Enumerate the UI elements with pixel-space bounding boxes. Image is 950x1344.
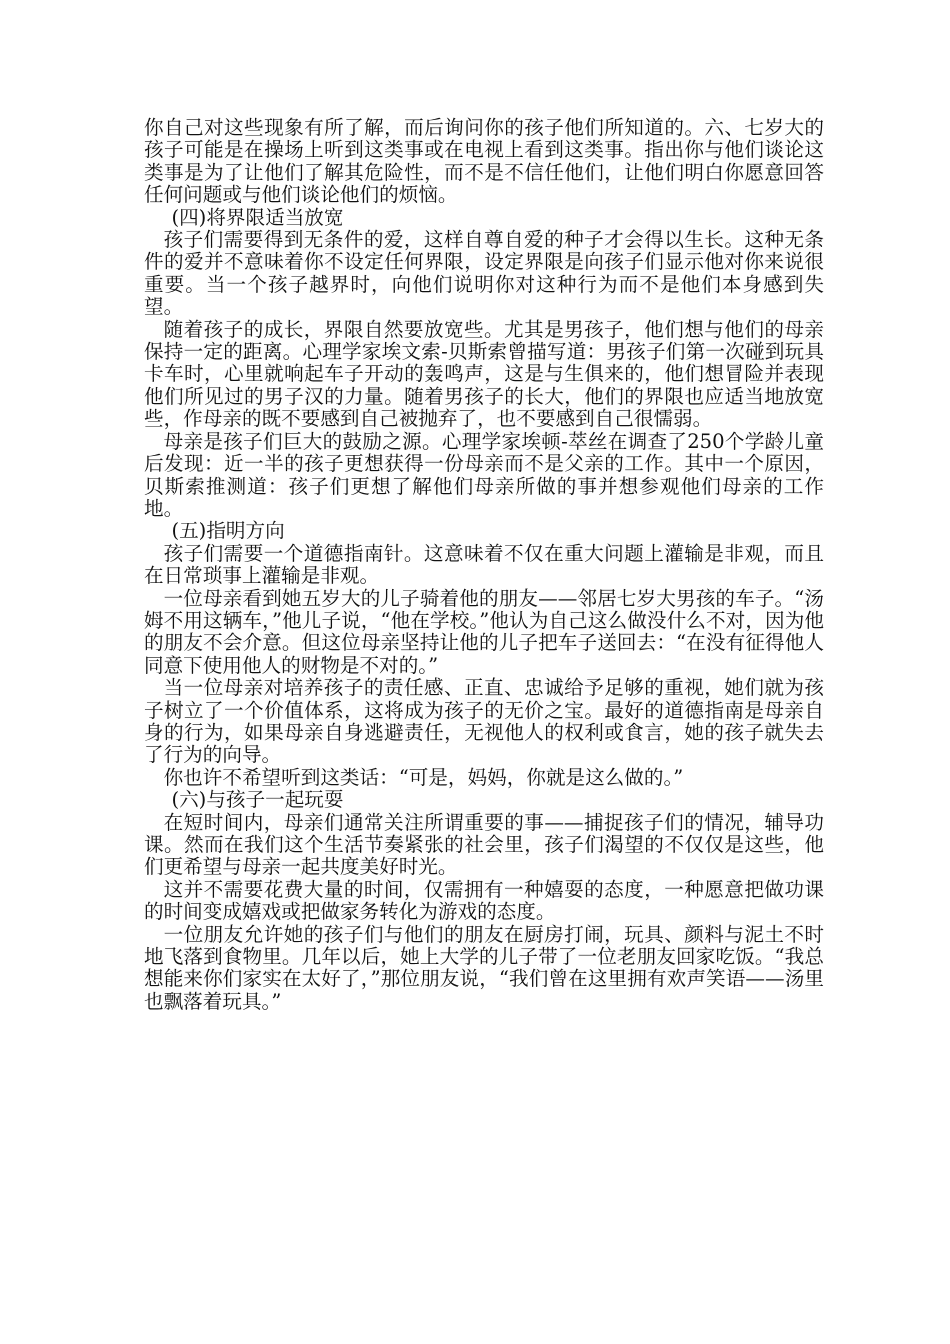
paragraph: 孩子们需要一个道德指南针。这意味着不仅在重大问题上灌输是非观，而且在日常琐事上灌输是非观。 bbox=[144, 541, 824, 588]
paragraph: 一位母亲看到她五岁大的儿子骑着他的朋友——邻居七岁大男孩的车子。“汤姆不用这辆车，”他儿子说，“他在学校。”他认为自己这么做没什么不对，因为他的朋友不会介意。但这位母亲坚持让他的儿子把车子送回去：“在没有征得他人同意下使用他人的财物是不对的。” bbox=[144, 586, 824, 677]
paragraph: 当一位母亲对培养孩子的责任感、正直、忠诚给予足够的重视，她们就为孩子树立了一个价值体系，这将成为孩子的无价之宝。最好的道德指南是母亲自身的行为，如果母亲自身逃避责任，无视他人的权利或食言，她的孩子就失去了行为的向导。 bbox=[144, 676, 824, 767]
section-heading-6: (六)与孩子一起玩耍 bbox=[171, 788, 344, 812]
paragraph: 孩子们需要得到无条件的爱，这样自尊自爱的种子才会得以生长。这种无条件的爱并不意味着你不设定任何界限，设定界限是向孩子们显示他对你来说很重要。当一个孩子越界时，向他们说明你对这种行为而不是他们本身感到失望。 bbox=[144, 228, 824, 319]
paragraph: 这并不需要花费大量的时间，仅需拥有一种嬉耍的态度，一种愿意把做功课的时间变成嬉戏或把做家务转化为游戏的态度。 bbox=[144, 877, 824, 924]
paragraph: 在短时间内，母亲们通常关注所谓重要的事——捕捉孩子们的情况，辅导功课。然而在我们这个生活节奏紧张的社会里，孩子们渴望的不仅仅是这些，他们更希望与母亲一起共度美好时光。 bbox=[144, 810, 824, 879]
section-heading-4: (四)将界限适当放宽 bbox=[171, 205, 344, 229]
paragraph: 你也许不希望听到这类话：“可是，妈妈，你就是这么做的。” bbox=[163, 765, 684, 789]
document-page bbox=[144, 117, 824, 1013]
section-heading-5: (五)指明方向 bbox=[171, 519, 285, 543]
paragraph: 母亲是孩子们巨大的鼓励之源。心理学家埃顿-萃丝在调查了250个学龄儿童后发现：近一半的孩子更想获得一份母亲而不是父亲的工作。其中一个原因，贝斯索推测道：孩子们更想了解他们母亲所做的事并想参观他们母亲的工作地。 bbox=[144, 429, 824, 520]
paragraph: 一位朋友允许她的孩子们与他们的朋友在厨房打闹，玩具、颜料与泥土不时地飞落到食物里。几年以后，她上大学的儿子带了一位老朋友回家吃饭。“我总想能来你们家实在太好了，”那位朋友说，“我们曾在这里拥有欢声笑语——汤里也飘落着玩具。” bbox=[144, 922, 824, 1013]
paragraph-intro: 你自己对这些现象有所了解，而后询问你的孩子他们所知道的。六、七岁大的孩子可能是在操场上听到这类事或在电视上看到这类事。指出你与他们谈论这类事是为了让他们了解其危险性，而不是不信任他们，让他们明白你愿意回答任何问题或与他们谈论他们的烦恼。 bbox=[144, 116, 824, 207]
paragraph: 随着孩子的成长，界限自然要放宽些。尤其是男孩子，他们想与他们的母亲保持一定的距离。心理学家埃文索-贝斯索曾描写道：男孩子们第一次碰到玩具卡车时，心里就响起车子开动的轰鸣声，这是与生俱来的，他们想冒险并表现他们所见过的男子汉的力量。随着男孩子的长大，他们的界限也应适当地放宽些，作母亲的既不要感到自己被抛弃了，也不要感到自己很懦弱。 bbox=[144, 317, 824, 431]
